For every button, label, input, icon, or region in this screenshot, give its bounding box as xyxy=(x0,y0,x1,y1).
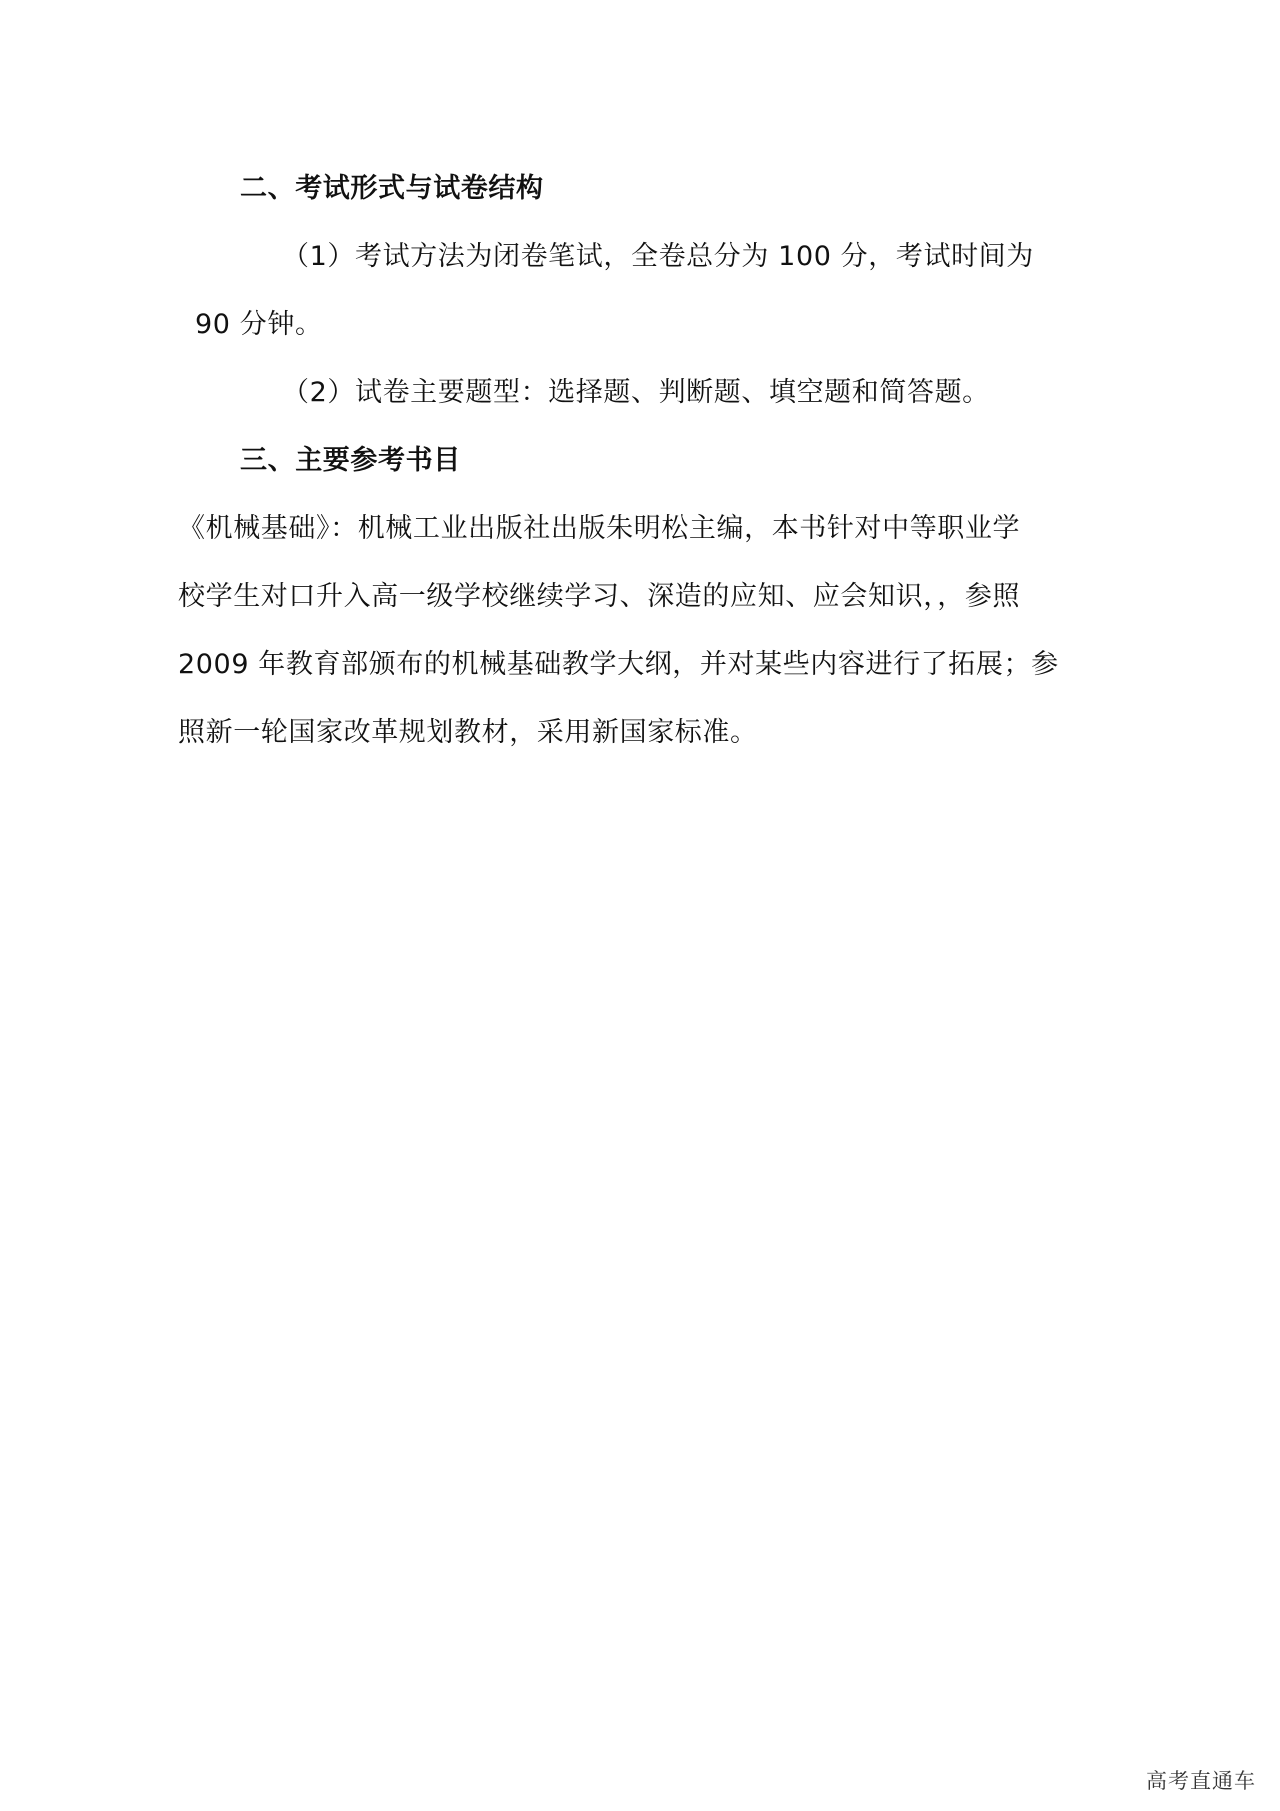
reference-paragraph-line-3: 2009 年教育部颁布的机械基础教学大纲，并对某些内容进行了拓展；参 xyxy=(178,649,1059,680)
exam-method-line-2: 90 分钟。 xyxy=(195,309,323,340)
section-heading-reference-books: 三、主要参考书目 xyxy=(240,445,461,476)
reference-paragraph-line-1: 《机械基础》：机械工业出版社出版朱明松主编，本书针对中等职业学 xyxy=(178,513,1021,544)
reference-paragraph-line-2: 校学生对口升入高一级学校继续学习、深造的应知、应会知识，，参照 xyxy=(178,581,1021,612)
section-heading-exam-format: 二、考试形式与试卷结构 xyxy=(240,173,544,204)
exam-method-line-1: （1）考试方法为闭卷笔试，全卷总分为 100 分，考试时间为 xyxy=(282,241,1034,272)
question-types-line: （2）试卷主要题型：选择题、判断题、填空题和简答题。 xyxy=(282,377,990,408)
reference-paragraph-line-4: 照新一轮国家改革规划教材，采用新国家标准。 xyxy=(178,717,758,748)
watermark-text: 高考直通车 xyxy=(1146,1769,1256,1793)
